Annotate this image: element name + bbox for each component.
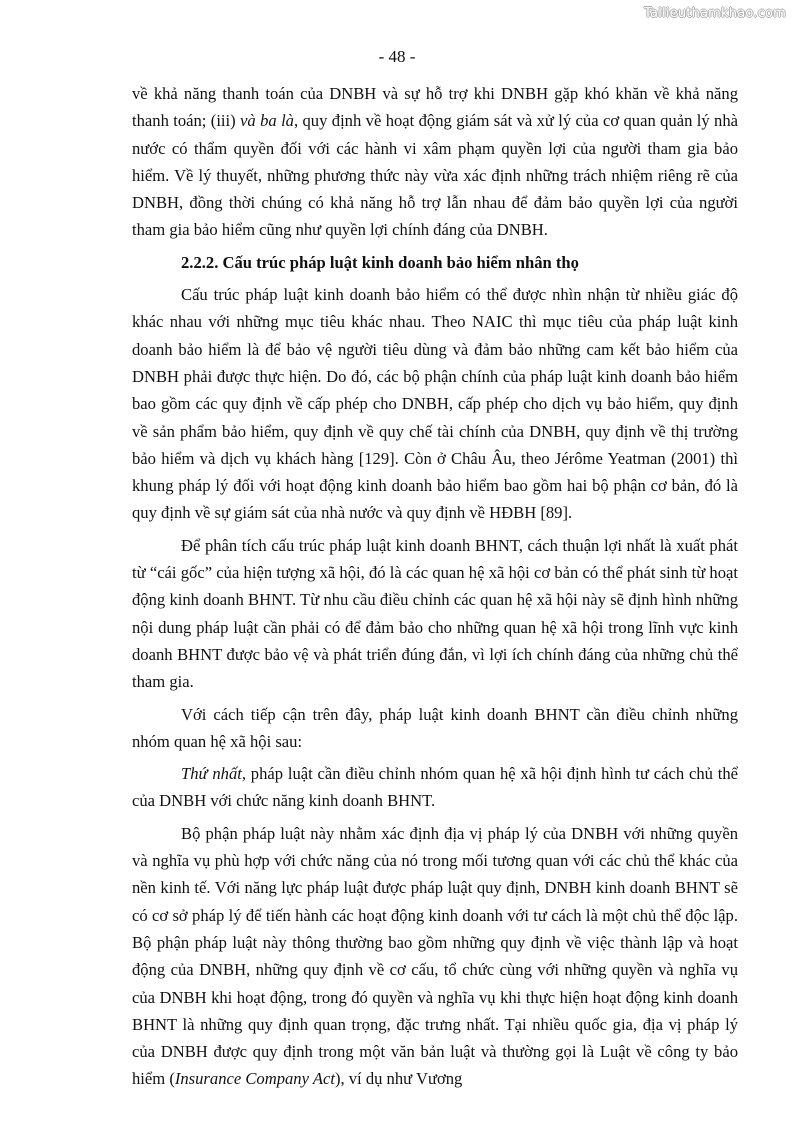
paragraph-6-text-a: Bộ phận pháp luật này nhằm xác định địa vị pháp lý của DNBH với những quyền và nghĩa vụ phù hợp với chức năng của nó trong mối tương quan với các chủ thể khác của nền kinh tế. Với năng lực pháp luật được pháp luật quy định, DNBH kinh doanh BHNT sẽ có cơ sở pháp lý để tiến hành các hoạt động kinh doanh với tư cách là một chủ thể độc lập. Bộ phận pháp luật này thông thường bao gồm những quy định về việc thành lập và hoạt động của DNBH, những quy định về cơ cấu, tổ chức cùng với những quyền và nghĩa vụ của DNBH khi hoạt động, trong đó quyền và nghĩa vụ khi thực hiện hoạt động kinh doanh BHNT là những quy định quan trọng, đặc trưng nhất. Tại nhiều quốc gia, địa vị pháp lý của DNBH được quy định trong một văn bản luật và thường gọi là Luật về công ty bảo hiểm ( bbox=[132, 823, 738, 1089]
paragraph-1-emphasis: và ba là bbox=[240, 111, 294, 131]
paragraph-6-emphasis: Insurance Company Act bbox=[174, 1069, 335, 1089]
paragraph-5-emphasis: Thứ nhất bbox=[181, 764, 242, 784]
paragraph-1-text-b: , quy định về hoạt động giám sát và xử lý của cơ quan quản lý nhà nước có thẩm quyền đối với các hành vi xâm phạm quyền lợi của người tham gia bảo hiểm. Về lý thuyết, những phương thức này vừa xác định những trách nhiệm riêng rẽ của DNBH, đồng thời chúng có khả năng hỗ trợ lẫn nhau để đảm bảo quyền lợi của người tham gia bảo hiểm cũng như quyền lợi chính đáng của DNBH. bbox=[132, 111, 738, 240]
paragraph-5 bbox=[132, 760, 738, 815]
paragraph-4: Với cách tiếp cận trên đây, pháp luật kinh doanh BHNT cần điều chỉnh những nhóm quan hệ xã hội sau: bbox=[132, 704, 738, 751]
page-number: - 48 - bbox=[378, 47, 416, 66]
paragraph-6 bbox=[132, 820, 738, 1093]
paragraph-3: Để phân tích cấu trúc pháp luật kinh doanh BHNT, cách thuận lợi nhất là xuất phát từ “cái gốc” của hiện tượng xã hội, đó là các quan hệ xã hội cơ bản có thể phát sinh từ hoạt động kinh doanh BHNT. Từ nhu cầu điều chỉnh các quan hệ xã hội này sẽ định hình những nội dung pháp luật cần phải có để đảm bảo cho những quan hệ xã hội trong lĩnh vực kinh doanh BHNT được bảo vệ và phát triển đúng đắn, vì lợi ích chính đáng của những chủ thể tham gia. bbox=[132, 535, 738, 692]
watermark-text: Tailieuthamkhao.com bbox=[644, 6, 786, 21]
paragraph-1-text-a: về khả năng thanh toán của DNBH và sự hỗ trợ khi DNBH gặp khó khăn về khả năng thanh toán; (iii) bbox=[132, 84, 738, 131]
document-body bbox=[132, 80, 738, 1098]
section-heading: 2.2.2. Cấu trúc pháp luật kinh doanh bảo hiểm nhân thọ bbox=[181, 252, 579, 272]
paragraph-2: Cấu trúc pháp luật kinh doanh bảo hiểm có thể được nhìn nhận từ nhiều giác độ khác nhau với những mục tiêu khác nhau. Theo NAIC thì mục tiêu của pháp luật kinh doanh bảo hiểm là để bảo vệ người tiêu dùng và đảm bảo những cam kết bảo hiểm của DNBH phải được thực hiện. Do đó, các bộ phận chính của pháp luật kinh doanh bảo hiểm bao gồm các quy định về cấp phép cho DNBH, cấp phép cho dịch vụ bảo hiểm, quy định về sản phẩm bảo hiểm, quy định về quy chế tài chính của DNBH, quy định về thị trường bảo hiểm và dịch vụ khách hàng [129]. Còn ở Châu Âu, theo Jérôme Yeatman (2001) thì khung pháp lý đối với hoạt động kinh doanh bảo hiểm bao gồm hai bộ phận cơ bản, đó là quy định về sự giám sát của nhà nước và quy định về HĐBH [89]. bbox=[132, 285, 738, 523]
paragraph-6-text-b: ), ví dụ như Vương bbox=[334, 1069, 463, 1089]
paragraph-1 bbox=[132, 80, 738, 244]
paragraph-5-text: , pháp luật cần điều chỉnh nhóm quan hệ xã hội định hình tư cách chủ thể của DNBH với chức năng kinh doanh BHNT. bbox=[132, 764, 739, 811]
